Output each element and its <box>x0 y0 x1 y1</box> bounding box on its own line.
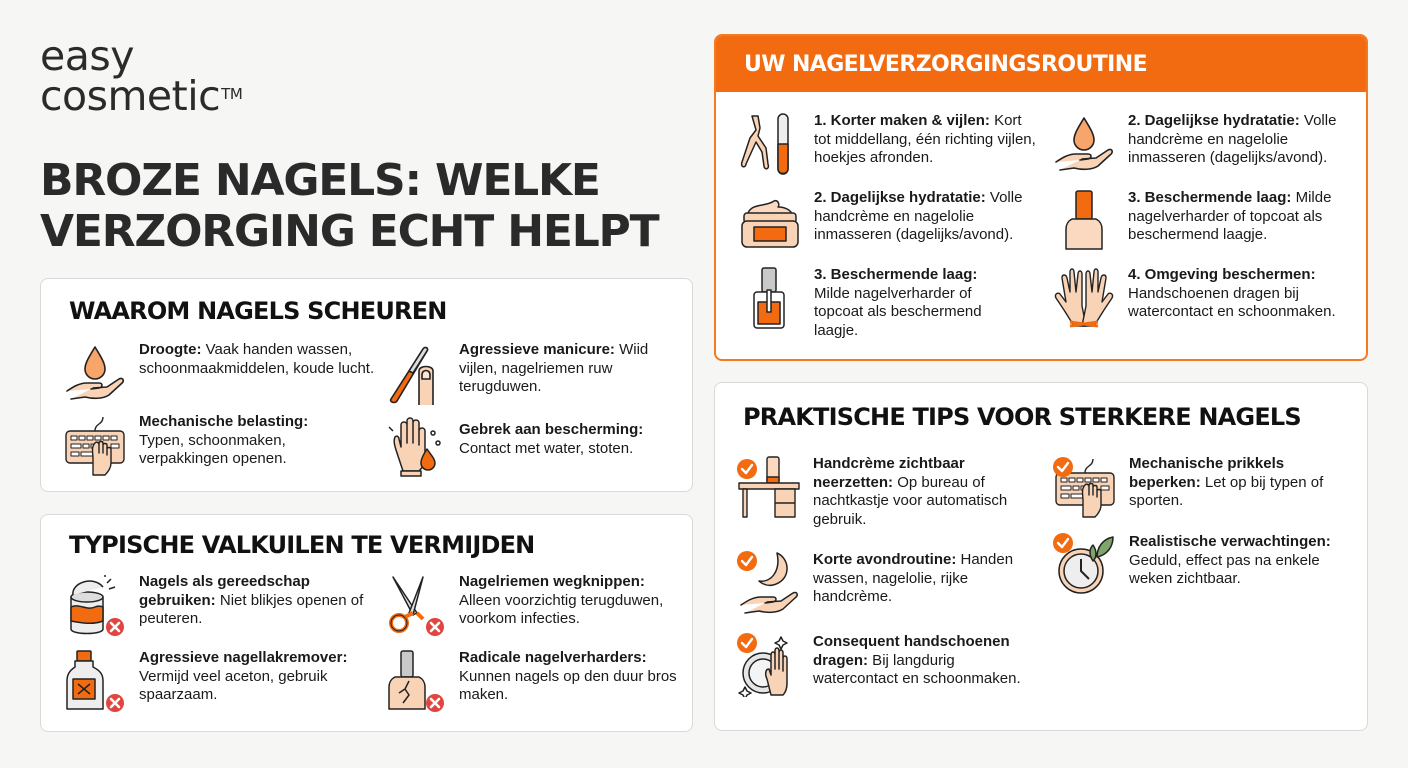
scissors-icon <box>383 573 447 637</box>
causes-title: WAAROM NAGELS SCHEUREN <box>69 297 447 325</box>
tip-item-avondroutine: Korte avondroutine: Handen wassen, nagelolie, rijke handcrème. <box>737 551 1057 615</box>
cause-item-mechanisch: Mechanische belasting: Typen, schoonmaken, verpakkingen openen. <box>63 413 383 477</box>
tips-title: PRAKTISCHE TIPS VOOR STERKERE NAGELS <box>743 403 1301 431</box>
drop-hand-icon <box>1052 112 1116 176</box>
drop-hand-icon <box>63 341 127 405</box>
tip-item-handschoenen: Consequent handschoenen dragen: Bij langdurig watercontact en schoonmaken. <box>737 633 1057 697</box>
pitfall-item-verharders: Radicale nagelverharders: Kunnen nagels op den duur bros maken. <box>383 649 683 713</box>
page-title: BROZE NAGELS: WELKE VERZORGING ECHT HELPT <box>40 155 659 257</box>
routine-item-laag-2: 3. Beschermende laag: Milde nagelverharder of topcoat als beschermend laagje. <box>738 266 1038 340</box>
routine-item-laag-1: 3. Beschermende laag: Milde nagelverharder of topcoat als beschermend laagje. <box>1052 189 1352 253</box>
clock-plant-icon <box>1053 533 1117 597</box>
topcoat-bottle-icon <box>738 266 802 330</box>
pitfalls-card <box>40 514 693 732</box>
routine-item-omgeving: 4. Omgeving beschermen: Handschoenen dragen bij watercontact en schoonmaken. <box>1052 266 1362 330</box>
pitfalls-title: TYPISCHE VALKUILEN TE VERMIJDEN <box>69 531 535 559</box>
brand-logo <box>40 32 243 120</box>
brand-line-2: cosmetic™ <box>40 72 243 120</box>
tip-item-handcreme: Handcrème zichtbaar neerzetten: Op bureau of nachtkastje voor automatisch gebruik. <box>737 455 1057 529</box>
tip-item-prikkels: Mechanische prikkels beperken: Let op bij typen of sporten. <box>1053 455 1363 519</box>
routine-card <box>714 34 1368 361</box>
tips-card <box>714 382 1368 731</box>
cause-item-bescherming: Gebrek aan bescherming: Contact met water, stoten. <box>383 413 683 477</box>
cause-item-droogte: Droogte: Vaak handen wassen, schoonmaakmiddelen, koude lucht. <box>63 341 383 405</box>
routine-item-vijlen: 1. Korter maken & vijlen: Kort tot middellang, één richting vijlen, hoekjes afronden. <box>738 112 1038 176</box>
trademark: TM <box>221 85 243 103</box>
routine-header <box>716 36 1366 92</box>
polish-bottle-icon <box>1052 189 1116 253</box>
remover-bottle-icon <box>63 649 127 713</box>
cracked-polish-icon <box>383 649 447 713</box>
moon-hand-icon <box>737 551 801 615</box>
routine-title: UW NAGELVERZORGINGSROUTINE <box>744 51 1147 77</box>
cause-item-manicure: Agressieve manicure: Wiid vijlen, nagelriemen ruw terugduwen. <box>383 341 683 405</box>
pitfall-item-remover: Agressieve nagellakremover: Vermijd veel aceton, gebruik spaarzaam. <box>63 649 383 713</box>
wet-hand-icon <box>383 413 447 477</box>
causes-card <box>40 278 693 492</box>
pitfall-item-gereedschap: Nagels als gereedschap gebruiken: Niet blikjes openen of peuteren. <box>63 573 383 637</box>
desk-cream-icon <box>737 455 801 519</box>
gloves-icon <box>1052 266 1116 330</box>
keyboard-hand-icon <box>1053 455 1117 519</box>
brand-line-1: easy <box>40 32 134 80</box>
tip-item-verwachtingen: Realistische verwachtingen: Geduld, effect pas na enkele weken zichtbaar. <box>1053 533 1363 597</box>
cream-jar-icon <box>738 189 802 253</box>
routine-item-hydratatie-2: 2. Dagelijkse hydratatie: Volle handcrème en nagelolie inmasseren (dagelijks/avond). <box>738 189 1038 253</box>
clipper-file-icon <box>738 112 802 176</box>
routine-item-hydratatie-1: 2. Dagelijkse hydratatie: Volle handcrème en nagelolie inmasseren (dagelijks/avond). <box>1052 112 1352 176</box>
keyboard-hand-icon <box>63 413 127 477</box>
dish-glove-icon <box>737 633 801 697</box>
pitfall-item-nagelriemen: Nagelriemen wegknippen: Alleen voorzichtig terugduwen, voorkom infecties. <box>383 573 683 637</box>
nail-file-finger-icon <box>383 341 447 405</box>
open-can-icon <box>63 573 127 637</box>
